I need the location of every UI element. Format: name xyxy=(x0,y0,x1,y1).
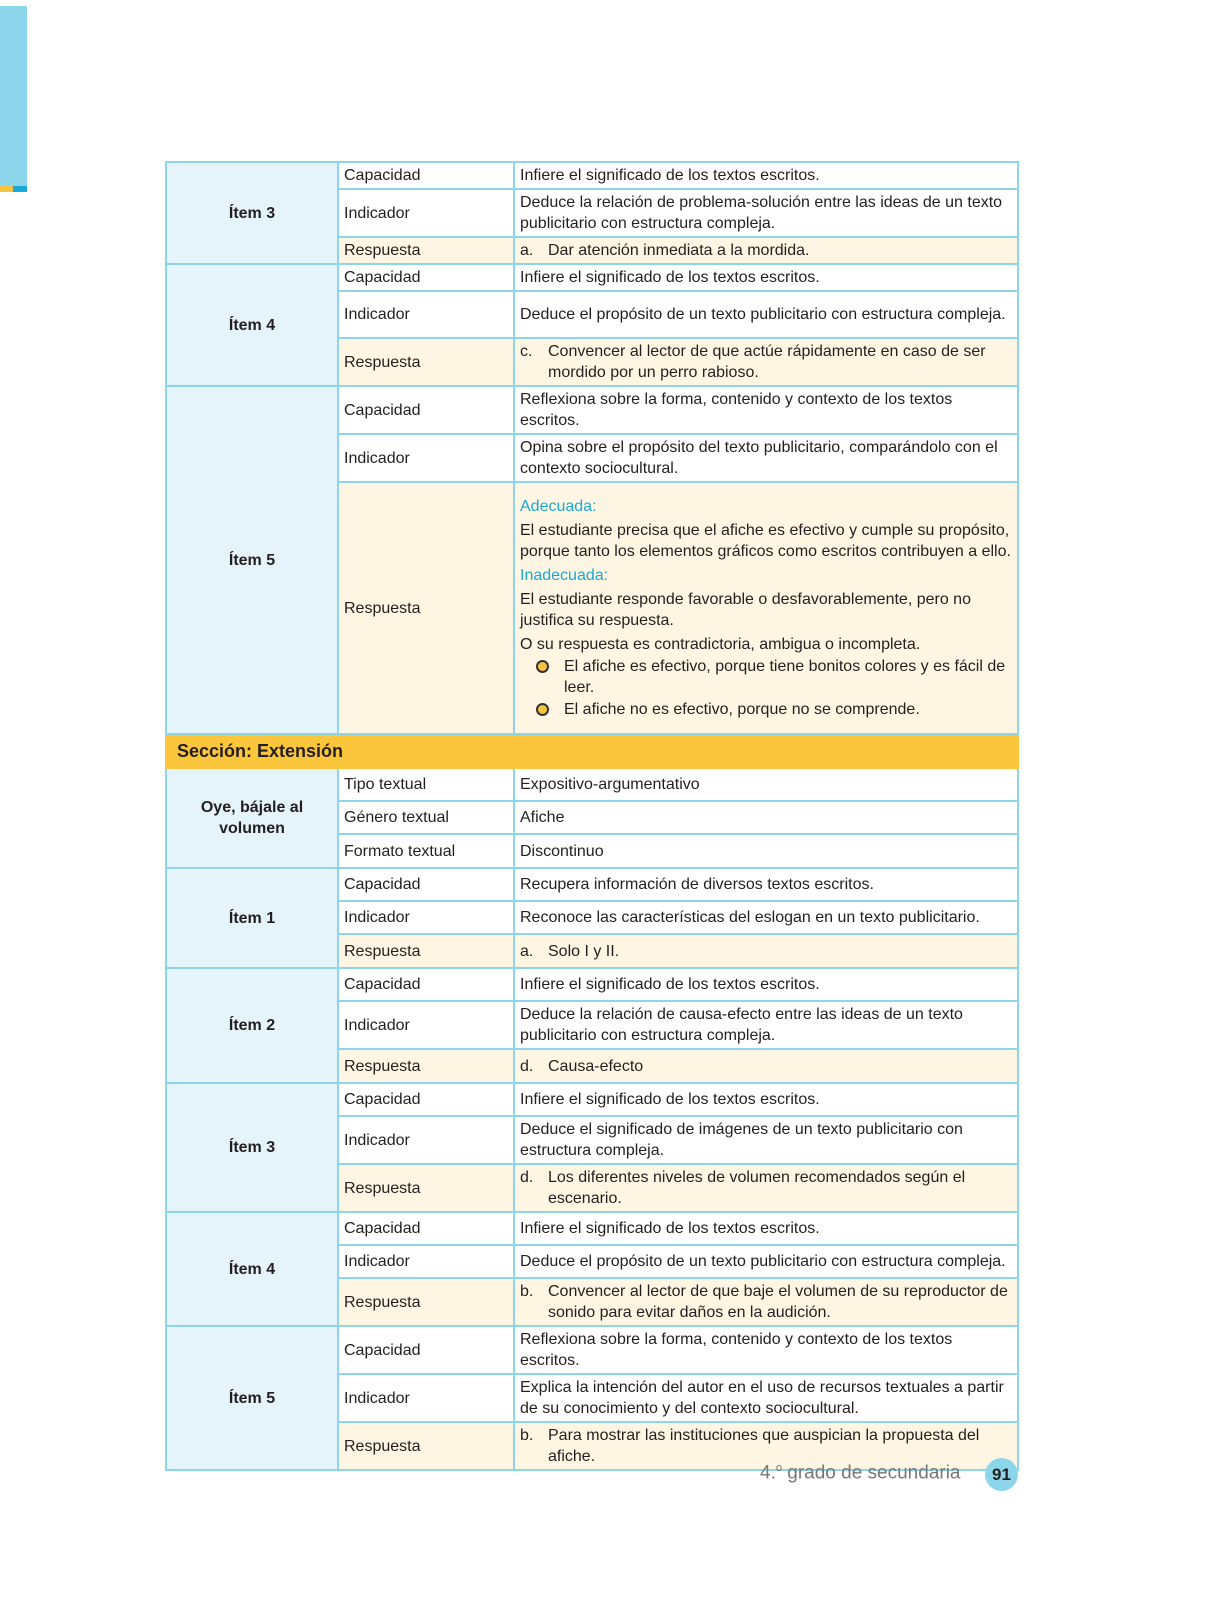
label-capacidad: Capacidad xyxy=(338,868,514,901)
answer-letter: d. xyxy=(520,1169,534,1186)
label-indicador: Indicador xyxy=(338,434,514,482)
respuesta-value xyxy=(514,1278,1018,1326)
label-formato: Formato textual xyxy=(338,834,514,868)
label-respuesta: Respuesta xyxy=(338,1278,514,1326)
label-indicador: Indicador xyxy=(338,901,514,934)
answer-text: Dar atención inmediata a la mordida. xyxy=(548,242,810,259)
side-band xyxy=(0,6,27,186)
respuesta-value xyxy=(514,237,1018,264)
indicador-value: Deduce el propósito de un texto publicitario con estructura compleja. xyxy=(514,1245,1018,1278)
section-title: Sección: Extensión xyxy=(166,734,1018,768)
inadecuada-text: El estudiante responde favorable o desfavorablemente, pero no justifica su respuesta. xyxy=(520,591,971,629)
answer-text: Los diferentes niveles de volumen recomendados según el escenario. xyxy=(548,1169,966,1207)
item-title: Ítem 3 xyxy=(166,1083,338,1212)
label-capacidad: Capacidad xyxy=(338,386,514,434)
item-title: Ítem 2 xyxy=(166,968,338,1083)
label-indicador: Indicador xyxy=(338,1374,514,1422)
respuesta-value xyxy=(514,1164,1018,1212)
label-capacidad: Capacidad xyxy=(338,1083,514,1116)
answer-letter: c. xyxy=(520,343,533,360)
item-title: Ítem 1 xyxy=(166,868,338,968)
capacidad-value: Infiere el significado de los textos escritos. xyxy=(514,1083,1018,1116)
answer-text: Convencer al lector de que actúe rápidamente en caso de ser mordido por un perro rabioso. xyxy=(548,343,986,381)
table-row xyxy=(166,1212,1018,1245)
side-band-accent-yellow xyxy=(0,186,13,192)
table-row xyxy=(166,386,1018,434)
grade-number: 4. xyxy=(760,1462,776,1484)
answer-letter: a. xyxy=(520,242,534,259)
capacidad-value: Infiere el significado de los textos escritos. xyxy=(514,264,1018,291)
indicador-value: Deduce la relación de problema-solución entre las ideas de un texto publicitario con estructura compleja. xyxy=(514,189,1018,237)
inadecuada-label: Inadecuada: xyxy=(520,567,609,584)
label-respuesta: Respuesta xyxy=(338,1164,514,1212)
label-indicador: Indicador xyxy=(338,1245,514,1278)
table-row xyxy=(166,968,1018,1001)
label-tipo: Tipo textual xyxy=(338,768,514,801)
answer-text: Convencer al lector de que baje el volumen de su reproductor de sonido para evitar daños en la audición. xyxy=(548,1283,1008,1321)
respuesta-value xyxy=(514,1049,1018,1083)
table-row xyxy=(166,868,1018,901)
label-genero: Género textual xyxy=(338,801,514,834)
genero-value: Afiche xyxy=(514,801,1018,834)
respuesta-value xyxy=(514,934,1018,968)
adecuada-label: Adecuada: xyxy=(520,498,597,515)
label-indicador: Indicador xyxy=(338,291,514,338)
label-respuesta: Respuesta xyxy=(338,934,514,968)
label-capacidad: Capacidad xyxy=(338,264,514,291)
item-title: Ítem 5 xyxy=(166,386,338,734)
adecuada-text: El estudiante precisa que el afiche es efectivo y cumple su propósito, porque tanto los elementos gráficos como escritos contribuyen a ello. xyxy=(520,522,1011,560)
page-number: 91 xyxy=(985,1458,1018,1491)
bullet-text: El afiche es efectivo, porque tiene bonitos colores y es fácil de leer. xyxy=(564,658,1006,696)
label-respuesta: Respuesta xyxy=(338,482,514,734)
item-title: Ítem 4 xyxy=(166,1212,338,1326)
label-indicador: Indicador xyxy=(338,1116,514,1164)
capacidad-value: Infiere el significado de los textos escritos. xyxy=(514,1212,1018,1245)
capacidad-value: Reflexiona sobre la forma, contenido y contexto de los textos escritos. xyxy=(514,1326,1018,1374)
capacidad-value: Recupera información de diversos textos escritos. xyxy=(514,868,1018,901)
table-row xyxy=(166,768,1018,801)
indicador-value: Explica la intención del autor en el uso de recursos textuales a partir de su conocimiento y del contexto sociocultural. xyxy=(514,1374,1018,1422)
label-indicador: Indicador xyxy=(338,1001,514,1049)
label-respuesta: Respuesta xyxy=(338,1049,514,1083)
answer-letter: b. xyxy=(520,1427,534,1444)
indicador-value: Deduce el significado de imágenes de un texto publicitario con estructura compleja. xyxy=(514,1116,1018,1164)
label-respuesta: Respuesta xyxy=(338,1422,514,1470)
tipo-value: Expositivo-argumentativo xyxy=(514,768,1018,801)
item-title: Ítem 4 xyxy=(166,264,338,386)
indicador-value: Deduce la relación de causa-efecto entre las ideas de un texto publicitario con estructura compleja. xyxy=(514,1001,1018,1049)
answer-letter: b. xyxy=(520,1283,534,1300)
label-capacidad: Capacidad xyxy=(338,968,514,1001)
label-respuesta: Respuesta xyxy=(338,237,514,264)
inadecuada-extra: O su respuesta es contradictoria, ambigua o incompleta. xyxy=(520,636,921,653)
capacidad-value: Reflexiona sobre la forma, contenido y contexto de los textos escritos. xyxy=(514,386,1018,434)
item-title: Ítem 3 xyxy=(166,162,338,264)
formato-value: Discontinuo xyxy=(514,834,1018,868)
table-row xyxy=(166,1083,1018,1116)
bullet-circle-icon xyxy=(536,660,549,673)
answer-letter: d. xyxy=(520,1057,534,1075)
table-row xyxy=(166,162,1018,189)
list-item xyxy=(520,656,1012,698)
indicador-value: Reconoce las características del eslogan en un texto publicitario. xyxy=(514,901,1018,934)
indicador-value: Deduce el propósito de un texto publicitario con estructura compleja. xyxy=(514,291,1018,338)
label-respuesta: Respuesta xyxy=(338,338,514,386)
list-item xyxy=(520,699,1012,720)
label-capacidad: Capacidad xyxy=(338,1212,514,1245)
label-indicador: Indicador xyxy=(338,189,514,237)
answer-text: Para mostrar las instituciones que auspician la propuesta del afiche. xyxy=(548,1427,980,1465)
answer-letter: a. xyxy=(520,942,534,960)
respuesta-value xyxy=(514,482,1018,734)
answer-text: Solo I y II. xyxy=(548,942,620,960)
bullet-circle-icon xyxy=(536,703,549,716)
grade-text: grado de secundaria xyxy=(781,1462,961,1484)
evaluation-table xyxy=(165,161,1019,1471)
label-capacidad: Capacidad xyxy=(338,1326,514,1374)
respuesta-value xyxy=(514,338,1018,386)
label-capacidad: Capacidad xyxy=(338,162,514,189)
item-title: Ítem 5 xyxy=(166,1326,338,1470)
capacidad-value: Infiere el significado de los textos escritos. xyxy=(514,968,1018,1001)
text-title: Oye, bájale al volumen xyxy=(166,768,338,868)
grade-ordinal: o xyxy=(775,1462,782,1474)
table-row xyxy=(166,264,1018,291)
capacidad-value: Infiere el significado de los textos escritos. xyxy=(514,162,1018,189)
section-row xyxy=(166,734,1018,768)
indicador-value: Opina sobre el propósito del texto publicitario, comparándolo con el contexto sociocultural. xyxy=(514,434,1018,482)
answer-text: Causa-efecto xyxy=(548,1057,644,1075)
grade-footer xyxy=(760,1462,961,1484)
side-band-accent-cyan xyxy=(13,186,27,192)
table-row xyxy=(166,1326,1018,1374)
bullet-text: El afiche no es efectivo, porque no se comprende. xyxy=(564,701,920,718)
